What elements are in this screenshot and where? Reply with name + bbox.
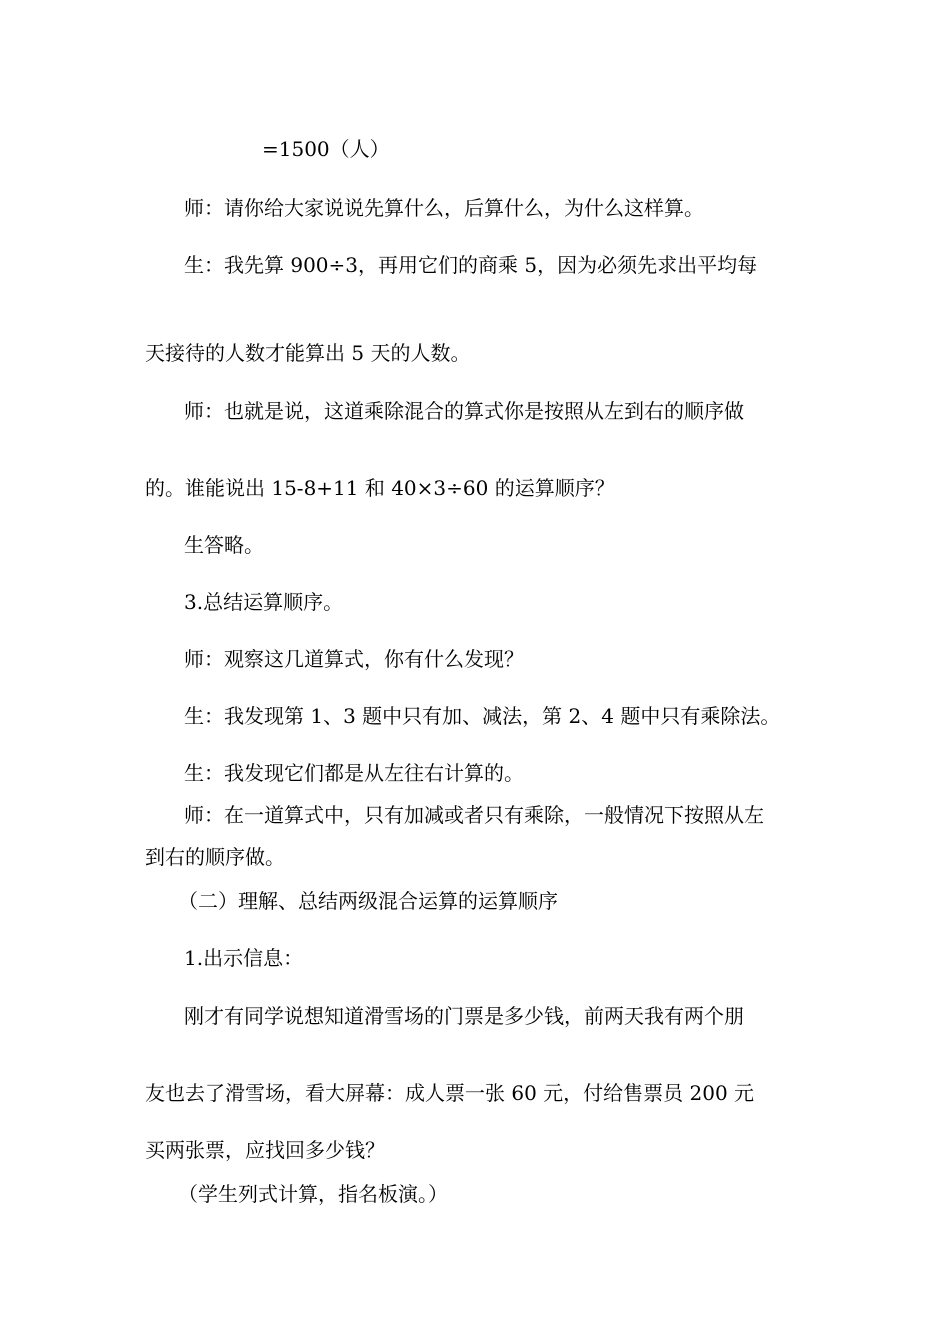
- teacher-question: 师：请你给大家说说先算什么，后算什么，为什么这样算。: [184, 196, 704, 220]
- section-heading-2: （二）理解、总结两级混合运算的运算顺序: [178, 889, 558, 913]
- student-finding-1: 生：我发现第 1、3 题中只有加、减法，第 2、4 题中只有乘除法。: [184, 704, 781, 728]
- equation-result: =1500（人）: [262, 137, 390, 161]
- student-answer-omitted: 生答略。: [184, 533, 264, 557]
- teacher-summary-line-2: 到右的顺序做。: [145, 845, 285, 869]
- student-answer-line-1: 生：我先算 900÷3，再用它们的商乘 5，因为必须先求出平均每: [184, 253, 758, 277]
- teacher-observe-question: 师：观察这几道算式，你有什么发现？: [184, 647, 524, 671]
- teacher-summary-line-1: 师：在一道算式中，只有加减或者只有乘除，一般情况下按照从左: [184, 803, 764, 827]
- student-finding-2: 生：我发现它们都是从左往右计算的。: [184, 761, 524, 785]
- problem-line-3: 买两张票，应找回多少钱？: [145, 1138, 385, 1162]
- student-answer-line-2: 天接待的人数才能算出 5 天的人数。: [145, 341, 471, 365]
- problem-line-1: 刚才有同学说想知道滑雪场的门票是多少钱，前两天我有两个朋: [184, 1004, 744, 1028]
- student-activity-note: （学生列式计算，指名板演。）: [178, 1182, 448, 1206]
- step-heading-1: 1.出示信息：: [184, 946, 304, 970]
- problem-line-2: 友也去了滑雪场，看大屏幕：成人票一张 60 元，付给售票员 200 元: [145, 1081, 755, 1105]
- teacher-remark-line-2: 的。谁能说出 15-8+11 和 40×3÷60 的运算顺序？: [145, 476, 615, 500]
- section-heading-3: 3.总结运算顺序。: [184, 590, 344, 614]
- teacher-remark-line-1: 师：也就是说，这道乘除混合的算式你是按照从左到右的顺序做: [184, 399, 744, 423]
